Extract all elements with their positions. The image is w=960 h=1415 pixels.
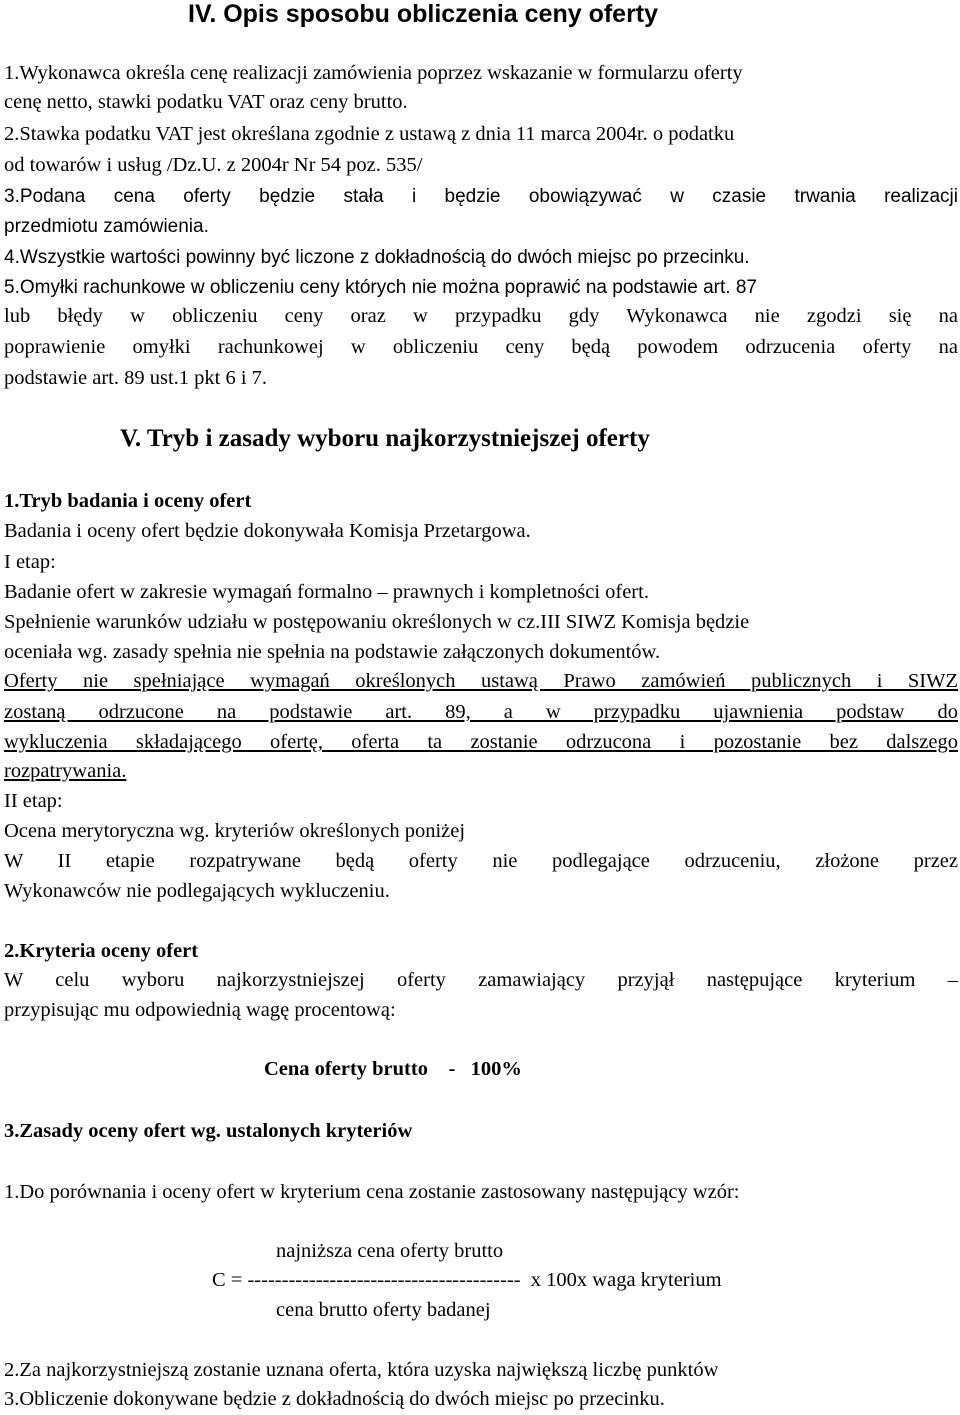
underlined-line-4: rozpatrywania. [4, 760, 127, 782]
subsection-2-line-1: W celu wyboru najkorzystniejszej oferty zamawiający przyjął następujące kryterium – [4, 969, 958, 991]
underlined-line-2: zostaną odrzucone na podstawie art. 89, a w przypadku ujawnienia podstaw do [4, 701, 958, 723]
stage-2-label: II etap: [4, 790, 63, 812]
section-iv-heading: IV. Opis sposobu obliczenia ceny oferty [188, 0, 659, 28]
underlined-line-1: Oferty nie spełniające wymagań określonych ustawą Prawo zamówień publicznych i SIWZ [4, 670, 958, 692]
subsection-2-title: 2.Kryteria oceny ofert [4, 940, 199, 962]
paragraph-3-line-2: przedmiotu zamówienia. [4, 216, 209, 237]
subsection-3-title: 3.Zasady oceny ofert wg. ustalonych kryteriów [4, 1120, 413, 1142]
paragraph-1-line-1: 1.Wykonawca określa cenę realizacji zamówienia poprzez wskazanie w formularzu oferty [4, 62, 743, 84]
subsection-2-line-2: przypisując mu odpowiednią wagę procentową: [4, 999, 396, 1021]
paragraph-1-line-2: cenę netto, stawki podatku VAT oraz ceny brutto. [4, 91, 408, 113]
subsection-3-line-2: 2.Za najkorzystniejszą zostanie uznana oferta, która uzyska największą liczbę punktów [4, 1359, 719, 1381]
subsection-1-line-3: Spełnienie warunków udziału w postępowaniu określonych w cz.III SIWZ Komisja będzie [4, 611, 750, 633]
subsection-1-line-5: Ocena merytoryczna wg. kryteriów określonych poniżej [4, 820, 466, 842]
underlined-line-3: wykluczenia składającego ofertę, oferta ta zostanie odrzucona i pozostanie bez dalszego [4, 731, 958, 753]
subsection-3-line-1: 1.Do porównania i oceny ofert w kryterium cena zostanie zastosowany następujący wzór: [4, 1181, 740, 1203]
section-v-heading: V. Tryb i zasady wyboru najkorzystniejszej oferty [120, 425, 650, 452]
paragraph-2-line-1: 2.Stawka podatku VAT jest określana zgodnie z ustawą z dnia 11 marca 2004r. o podatku [4, 123, 735, 145]
paragraph-5-line-1: 5.Omyłki rachunkowe w obliczeniu ceny których nie można poprawić na podstawie art. 87 [4, 277, 757, 298]
stage-1-label: I etap: [4, 551, 56, 573]
subsection-1-title: 1.Tryb badania i oceny ofert [4, 490, 252, 512]
paragraph-2-line-2: od towarów i usług /Dz.U. z 2004r Nr 54 poz. 535/ [4, 154, 423, 176]
paragraph-5-line-2: lub błędy w obliczeniu ceny oraz w przypadku gdy Wykonawca nie zgodzi się na [4, 305, 958, 327]
subsection-1-line-7: Wykonawców nie podlegających wykluczeniu. [4, 880, 390, 902]
paragraph-3-line-1: 3.Podana cena oferty będzie stała i będzie obowiązywać w czasie trwania realizacji [4, 186, 958, 207]
formula-main: C = ---------------------------------------- x 100x waga kryterium [212, 1269, 722, 1291]
subsection-1-line-2: Badanie ofert w zakresie wymagań formalno – prawnych i kompletności ofert. [4, 581, 649, 603]
formula-numerator: najniższa cena oferty brutto [276, 1240, 504, 1262]
subsection-1-line-1: Badania i oceny ofert będzie dokonywała Komisja Przetargowa. [4, 520, 531, 542]
paragraph-4: 4.Wszystkie wartości powinny być liczone z dokładnością do dwóch miejsc po przecinku. [4, 247, 750, 268]
paragraph-5-line-3: poprawienie omyłki rachunkowej w obliczeniu ceny będą powodem odrzucenia oferty na [4, 336, 958, 358]
criterion-price: Cena oferty brutto - 100% [264, 1058, 522, 1080]
paragraph-5-line-4: podstawie art. 89 ust.1 pkt 6 i 7. [4, 367, 268, 389]
subsection-3-line-3: 3.Obliczenie dokonywane będzie z dokładnością do dwóch miejsc po przecinku. [4, 1388, 665, 1410]
subsection-1-line-4: oceniała wg. zasady spełnia nie spełnia na podstawie załączonych dokumentów. [4, 641, 661, 663]
formula-denominator: cena brutto oferty badanej [276, 1299, 491, 1321]
subsection-1-line-6: W II etapie rozpatrywane będą oferty nie podlegające odrzuceniu, złożone przez [4, 850, 958, 872]
